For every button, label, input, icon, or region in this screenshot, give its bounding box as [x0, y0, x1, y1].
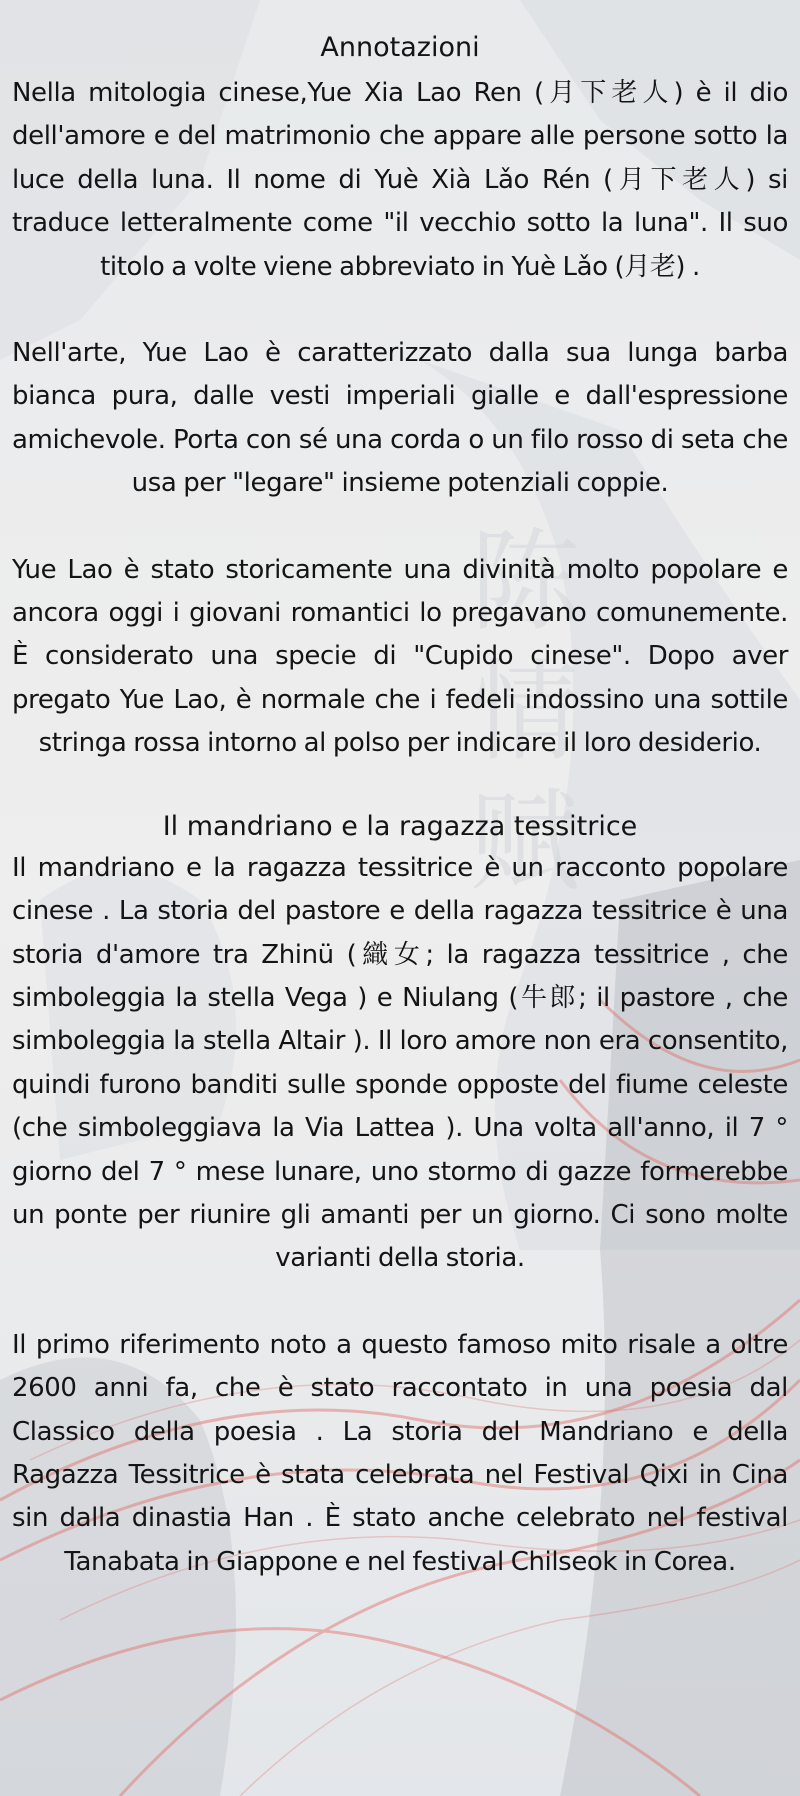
svg-text:情: 情 [470, 648, 580, 776]
paragraph-yue-lao-intro: Nella mitologia cinese,Yue Xia Lao Ren (月下老人) è il dio dell'amore e del matrimonio che appare alle persone sotto la luce della luna. Il nome di Yuè Xià Lǎo Rén (月下老人) si traduce letteralmente come "il vecchio sotto la luna". Il suo titolo a volte viene abbreviato in Yuè Lǎo (月老) . [12, 78, 788, 282]
paragraph-weaver-story: Il mandriano e la ragazza tessitrice è un racconto popolare cinese . La storia del pastore e della ragazza tessitrice è una storia d'amore tra Zhinü (織女; la ragazza tessitrice , che simboleggia la stella Vega ) e Niulang (牛郎; il pastore , che simboleggia la stella Altair ). Il loro amore non era consentito, quindi furono banditi sulle sponde opposte del fiume celeste (che simboleggiava la Via Lattea ). Una volta all'anno, il 7 ° giorno del 7 ° mese lunare, uno stormo di gazze formerebbe un ponte per riunire gli amanti per un giorno. Ci sono molte varianti della storia. [12, 852, 788, 1274]
page-title: Annotazioni [320, 32, 480, 63]
spacer [12, 1281, 788, 1324]
spacer [12, 289, 788, 332]
svg-text:陈: 陈 [470, 518, 580, 646]
section-heading: Il mandriano e la ragazza tessitrice [162, 810, 638, 842]
svg-text:赋: 赋 [470, 778, 580, 906]
spacer [12, 766, 788, 807]
paragraph-yue-lao-art: Nell'arte, Yue Lao è caratterizzato dalla sua lunga barba bianca pura, dalle vesti imperiali gialle e dall'espressione amichevole. Porta con sé una corda o un filo rosso di seta che usa per "legare" insieme potenziali coppie. [12, 338, 788, 499]
paragraph-weaver-history: Il primo riferimento noto a questo famoso mito risale a oltre 2600 anni fa, che è stato raccontato in una poesia dal Classico della poesia . La storia del Mandriano e della Ragazza Tessitrice è stata celebrata nel Festival Qixi in Cina sin dalla dinastia Han . È stato anche celebrato nel festival Tanabata in Giappone e nel festival Chilseok in Corea. [12, 1329, 788, 1577]
spacer [12, 506, 788, 549]
paragraph-yue-lao-worship: Yue Lao è stato storicamente una divinità molto popolare e ancora oggi i giovani romantici lo pregavano comunemente. È considerato una specie di "Cupido cinese". Dopo aver pregato Yue Lao, è normale che i fedeli indossino una sottile stringa rossa intorno al polso per indicare il loro desiderio. [12, 554, 788, 759]
